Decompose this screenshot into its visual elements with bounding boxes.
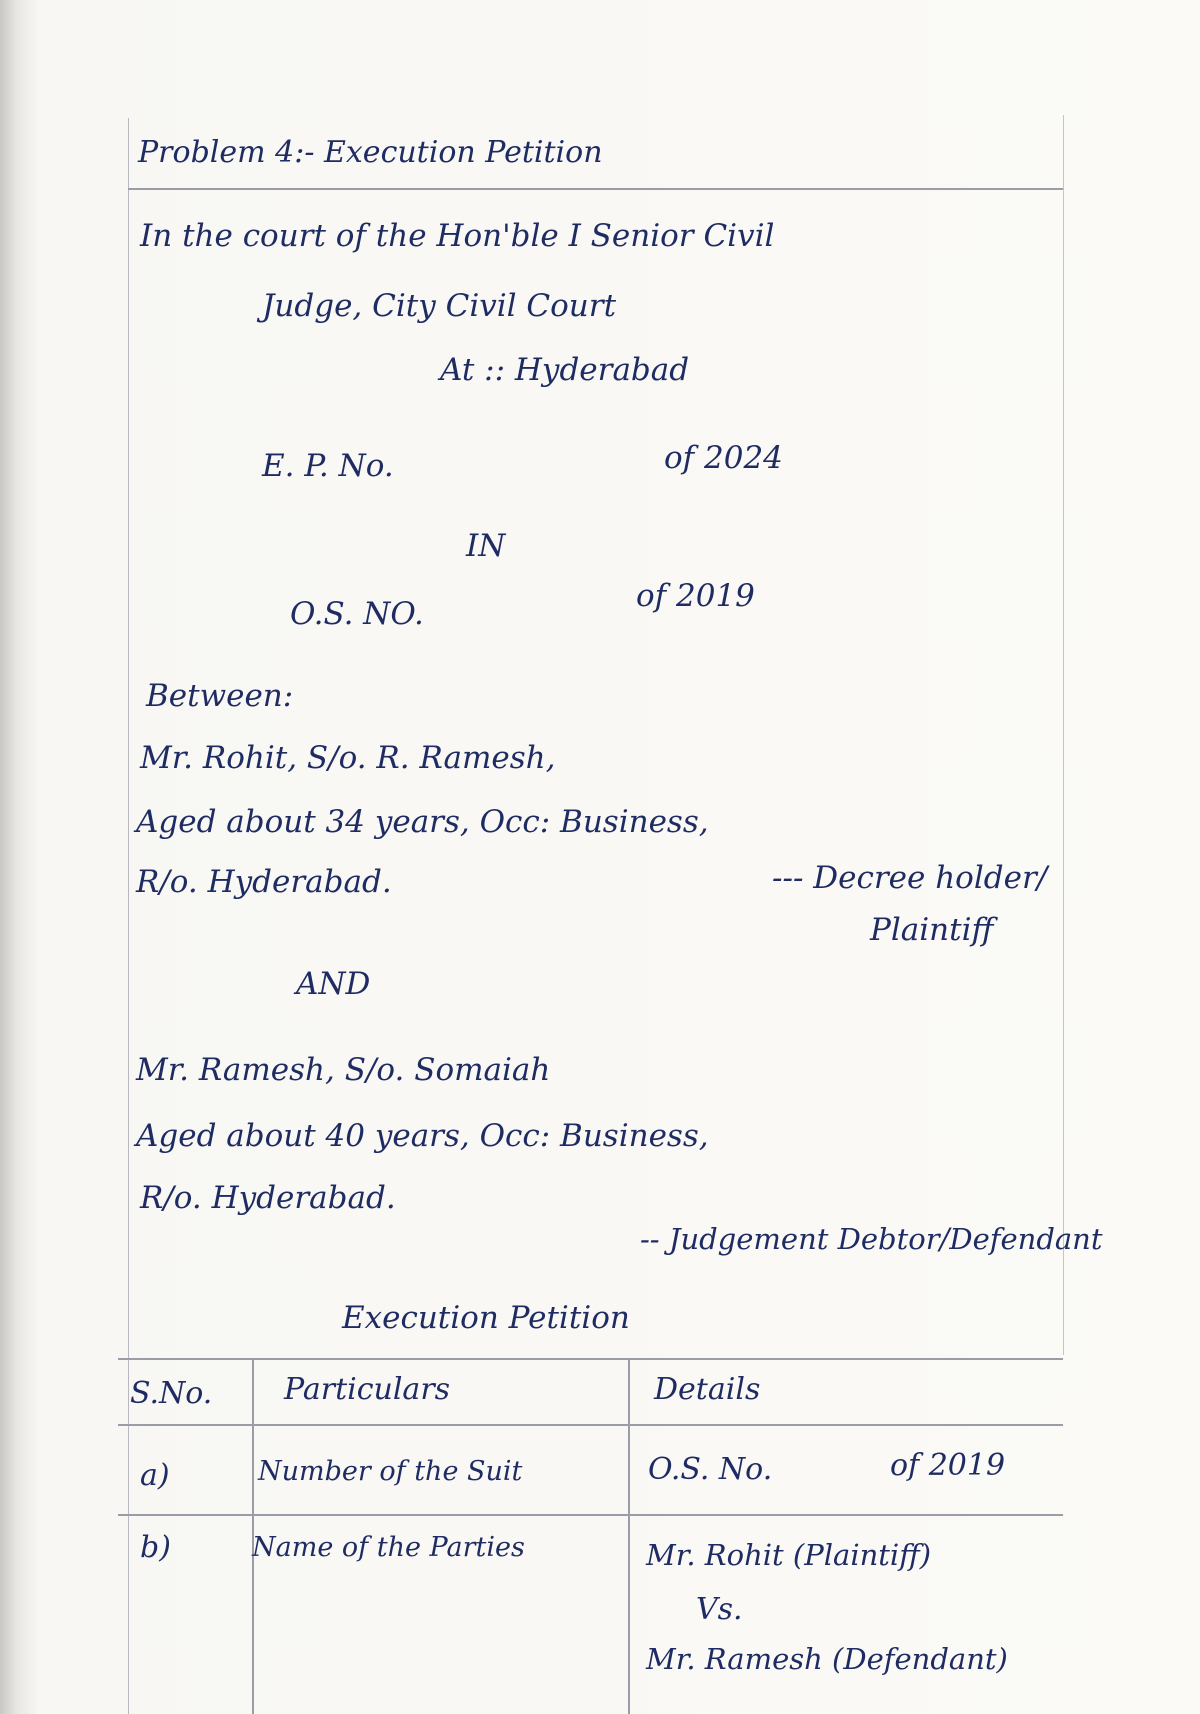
court-line-1: In the court of the Hon'ble I Senior Civil xyxy=(140,218,775,254)
table-header-details: Details xyxy=(654,1372,761,1407)
plaintiff-line-1: Mr. Rohit, S/o. R. Ramesh, xyxy=(140,740,556,776)
table-row-a-detail-1: O.S. No. xyxy=(648,1452,773,1487)
and-label: AND xyxy=(296,966,371,1002)
plaintiff-role-line-2: Plaintiff xyxy=(870,912,994,948)
plaintiff-role-line-1: --- Decree holder/ xyxy=(772,860,1048,896)
ep-number-label: E. P. No. xyxy=(262,448,394,484)
defendant-role: -- Judgement Debtor/Defendant xyxy=(640,1222,1103,1256)
table-row-a-sno: a) xyxy=(140,1458,170,1493)
court-line-2: Judge, City Civil Court xyxy=(262,288,617,324)
problem-title: Problem 4:- Execution Petition xyxy=(138,135,603,170)
table-row-b-detail-2: Vs. xyxy=(696,1592,743,1627)
table-col-rule-2 xyxy=(628,1358,630,1714)
table-header-sno: S.No. xyxy=(130,1376,213,1411)
os-number-label: O.S. NO. xyxy=(290,596,424,632)
defendant-line-1: Mr. Ramesh, S/o. Somaiah xyxy=(136,1052,551,1088)
plaintiff-line-3: R/o. Hyderabad. xyxy=(136,864,392,900)
table-top-rule xyxy=(118,1358,1063,1360)
table-row-rule xyxy=(118,1514,1063,1516)
table-row-b-detail-3: Mr. Ramesh (Defendant) xyxy=(646,1642,1008,1676)
ep-year: of 2024 xyxy=(664,440,783,476)
table-header-rule xyxy=(118,1424,1063,1426)
defendant-line-3: R/o. Hyderabad. xyxy=(140,1180,396,1216)
defendant-line-2: Aged about 40 years, Occ: Business, xyxy=(136,1118,709,1154)
table-row-a-particular: Number of the Suit xyxy=(258,1456,523,1487)
in-label: IN xyxy=(466,528,506,564)
court-line-3: At :: Hyderabad xyxy=(440,352,690,388)
margin-rule xyxy=(128,118,129,1714)
title-underline xyxy=(128,188,1063,190)
table-header-particulars: Particulars xyxy=(284,1372,451,1407)
between-label: Between: xyxy=(146,678,294,714)
right-margin-rule xyxy=(1063,115,1064,1355)
table-row-b-detail-1: Mr. Rohit (Plaintiff) xyxy=(646,1538,932,1572)
os-year: of 2019 xyxy=(636,578,755,614)
petition-heading: Execution Petition xyxy=(342,1300,630,1336)
table-row-b-sno: b) xyxy=(140,1530,171,1565)
table-row-b-particular: Name of the Parties xyxy=(252,1532,525,1563)
table-row-a-detail-2: of 2019 xyxy=(890,1448,1006,1483)
plaintiff-line-2: Aged about 34 years, Occ: Business, xyxy=(136,804,709,840)
